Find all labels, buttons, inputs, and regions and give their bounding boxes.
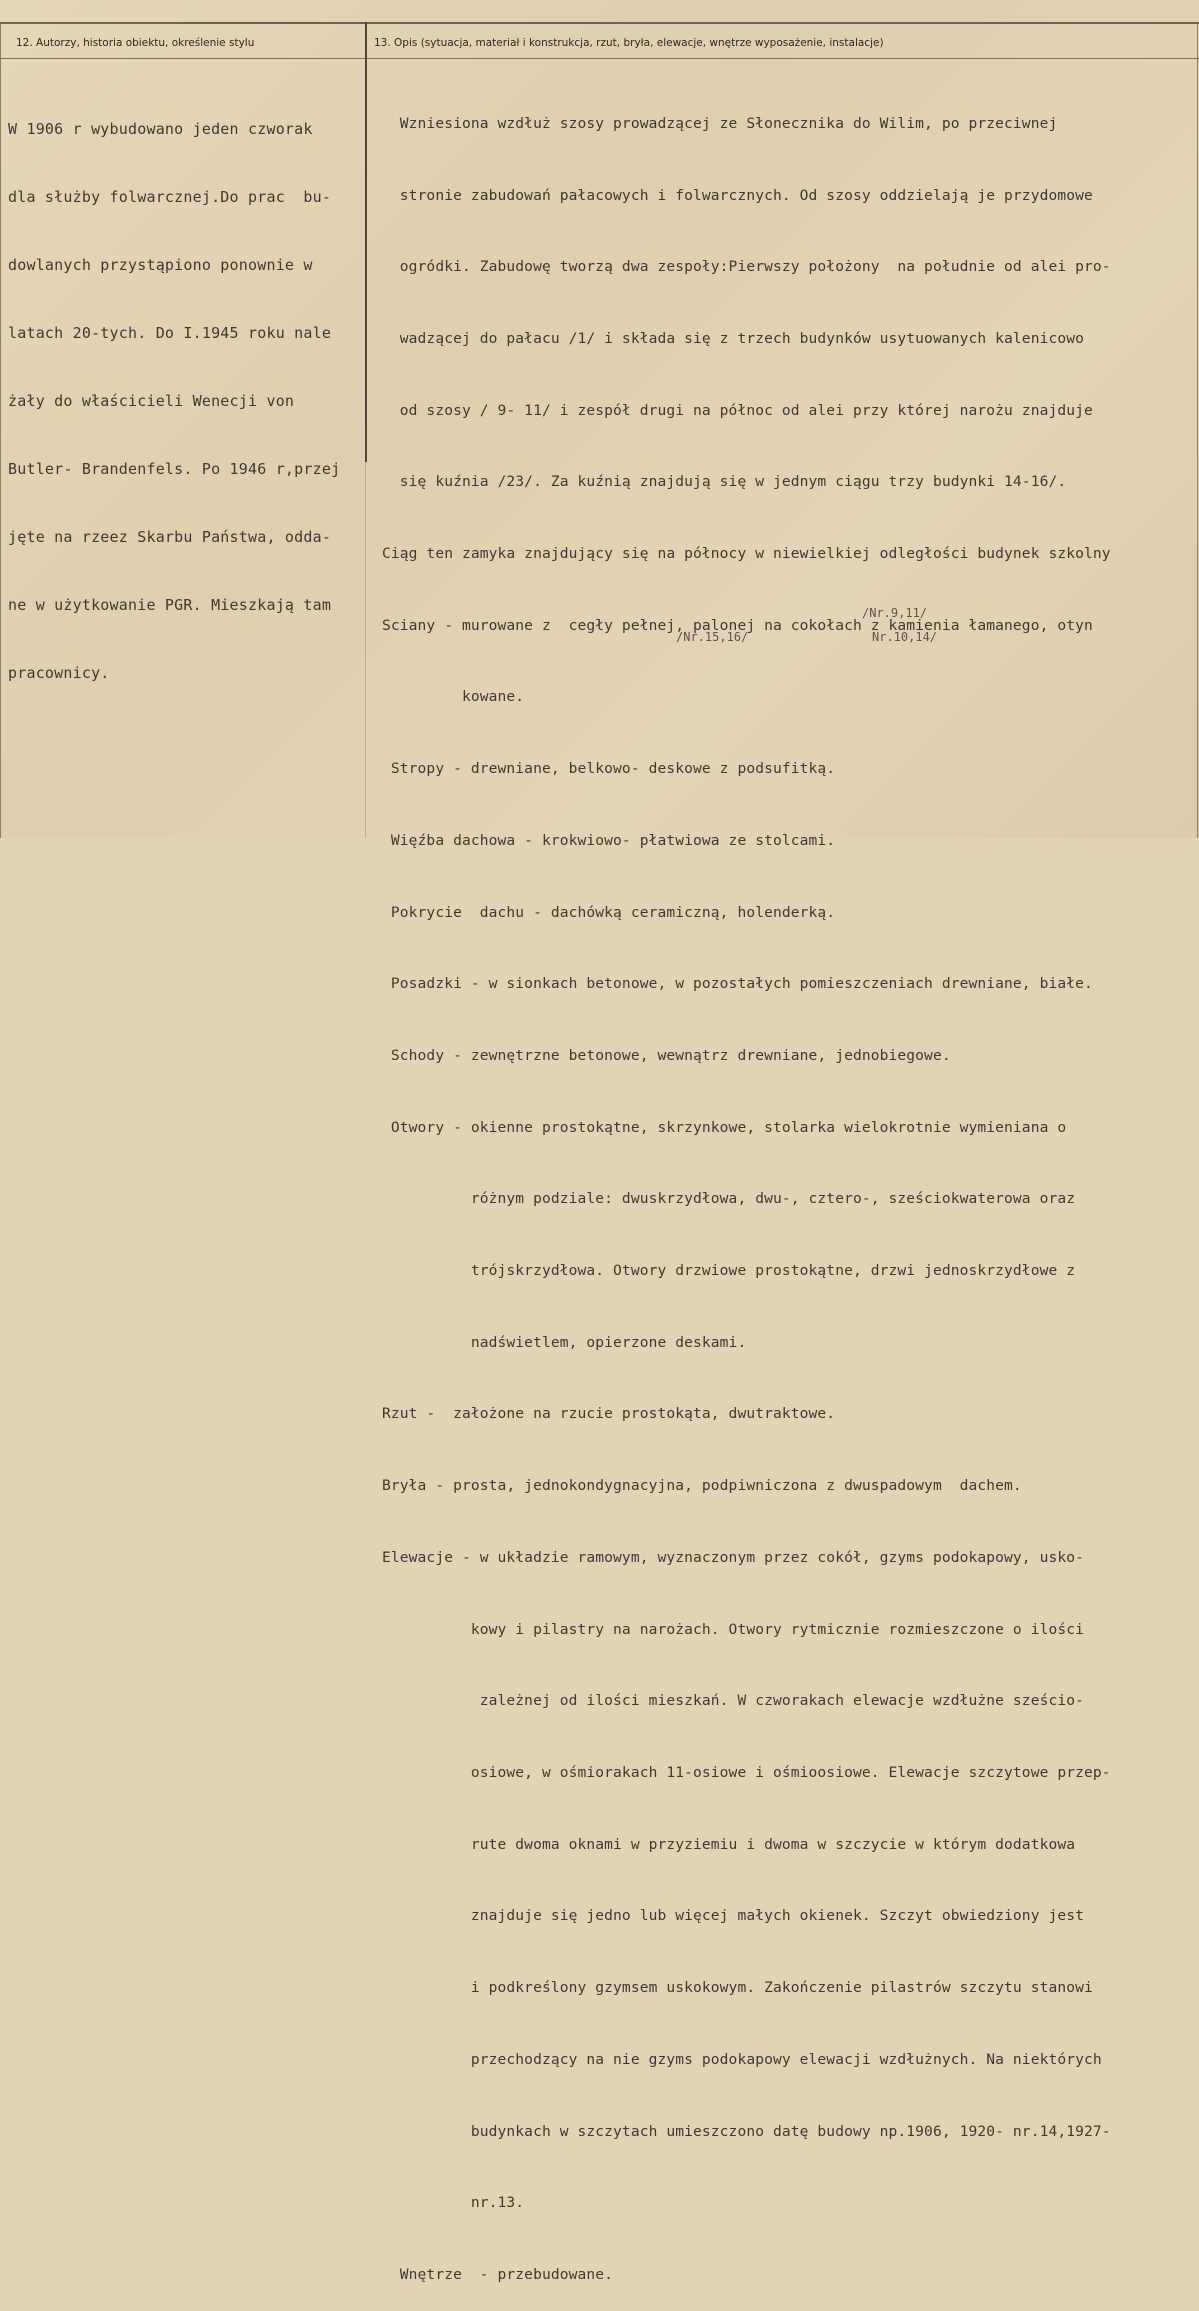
text-line: zależnej od ilości mieszkań. W czworakach elewacje wzdłużne sześcio- [382, 1692, 1085, 1710]
section-12-text [8, 73, 340, 707]
text-line: stronie zabudowań pałacowych i folwarcznych. Od szosy oddzielają je przydomowe [382, 186, 1093, 204]
text-line: budynkach w szczytach umieszczono datę budowy np.1906, 1920- nr.14,1927- [382, 2122, 1111, 2140]
text-line: od szosy / 9- 11/ i zespół drugi na północ od alei przy której narożu znajduje [382, 401, 1093, 419]
section-13-header-rule [366, 58, 1199, 59]
text-line: Butler- Brandenfels. Po 1946 r,przej [8, 460, 341, 478]
text-line: kowane. [382, 688, 525, 706]
column-divider-faint [365, 462, 366, 838]
text-line: Posadzki - w sionkach betonowe, w pozostałych pomieszczeniach drewniane, białe. [382, 975, 1093, 993]
text-line: Wnętrze - przebudowane. [382, 2265, 614, 2283]
text-line: rute dwoma oknami w przyziemiu i dwoma w szczycie w którym dodatkowa [382, 1835, 1076, 1853]
column-divider [365, 22, 367, 462]
page-border-right [1197, 22, 1198, 838]
text-line: Pokrycie dachu - dachówką ceramiczną, holenderką. [382, 903, 836, 921]
text-line: Stropy - drewniane, belkowo- deskowe z podsufitką. [382, 760, 836, 778]
form-top-rule [0, 22, 1199, 24]
text-line: jęte na rzeez Skarbu Państwa, odda- [8, 528, 332, 546]
interlinear-annotation: Nr.10,14/ [872, 630, 938, 644]
text-line: ogródki. Zabudowę tworzą dwa zespoły:Pierwszy położony na południe od alei pro- [382, 258, 1111, 276]
text-line: W 1906 r wybudowano jeden czworak [8, 120, 313, 138]
text-line: Otwory - okienne prostokątne, skrzynkowe, stolarka wielokrotnie wymieniana o [382, 1118, 1067, 1136]
text-line: wadzącej do pałacu /1/ i składa się z trzech budynków usytuowanych kalenicowo [382, 329, 1085, 347]
section-12-header: 12. Autorzy, historia obiektu, określenie stylu [16, 37, 255, 49]
text-line: Bryła - prosta, jednokondygnacyjna, podpiwniczona z dwuspadowym dachem. [382, 1477, 1022, 1495]
text-line: Więźba dachowa - krokwiowo- płatwiowa ze stolcami. [382, 831, 836, 849]
interlinear-annotation: /Nr.15,16/ [676, 630, 749, 644]
text-line: Schody - zewnętrzne betonowe, wewnątrz drewniane, jednobiegowe. [382, 1046, 951, 1064]
text-line: dla służby folwarcznej.Do prac bu- [8, 188, 332, 206]
text-line: i podkreślony gzymsem uskokowym. Zakończenie pilastrów szczytu stanowi [382, 1979, 1093, 1997]
text-line: się kuźnia /23/. Za kuźnią znajdują się w jednym ciągu trzy budynki 14-16/. [382, 473, 1067, 491]
text-line: Wzniesiona wzdłuż szosy prowadzącej ze Słonecznika do Wilim, po przeciwnej [382, 114, 1058, 132]
section-12-header-rule [0, 58, 366, 59]
text-line: osiowe, w ośmiorakach 11-osiowe i ośmioosiowe. Elewacje szczytowe przep- [382, 1763, 1111, 1781]
text-line: trójskrzydłowa. Otwory drzwiowe prostokątne, drzwi jednoskrzydłowe z [382, 1262, 1076, 1280]
text-line: latach 20-tych. Do I.1945 roku nale [8, 324, 332, 342]
text-line: Sciany - murowane z cegły pełnej, palonej na cokołach z kamienia łamanego, otyn [382, 616, 1093, 634]
interlinear-annotation: /Nr.9,11/ [862, 606, 928, 620]
text-line: pracownicy. [8, 664, 110, 682]
text-line: przechodzący na nie gzyms podokapowy elewacji wzdłużnych. Na niektórych [382, 2050, 1102, 2068]
page-border-left [0, 22, 1, 838]
text-line: Ciąg ten zamyka znajdujący się na północy w niewielkiej odległości budynek szkolny [382, 545, 1111, 563]
text-line: Rzut - założone na rzucie prostokąta, dwutraktowe. [382, 1405, 836, 1423]
text-line: kowy i pilastry na narożach. Otwory rytmicznie rozmieszczone o ilości [382, 1620, 1085, 1638]
text-line: dowlanych przystąpiono ponownie w [8, 256, 313, 274]
text-line: żały do właścicieli Wenecji von [8, 392, 295, 410]
text-line: Elewacje - w układzie ramowym, wyznaczonym przez cokół, gzyms podokapowy, usko- [382, 1548, 1085, 1566]
text-line: ne w użytkowanie PGR. Mieszkają tam [8, 596, 332, 614]
section-13-text [382, 64, 1111, 2311]
text-line: różnym podziale: dwuskrzydłowa, dwu-, cztero-, sześciokwaterowa oraz [382, 1190, 1076, 1208]
section-13-header: 13. Opis (sytuacja, materiał i konstrukcja, rzut, bryła, elewacje, wnętrze wyposażenie, instalacje) [374, 37, 884, 49]
text-line: nr.13. [382, 2194, 525, 2212]
text-line: znajduje się jedno lub więcej małych okienek. Szczyt obwiedziony jest [382, 1907, 1085, 1925]
text-line: nadświetlem, opierzone deskami. [382, 1333, 747, 1351]
